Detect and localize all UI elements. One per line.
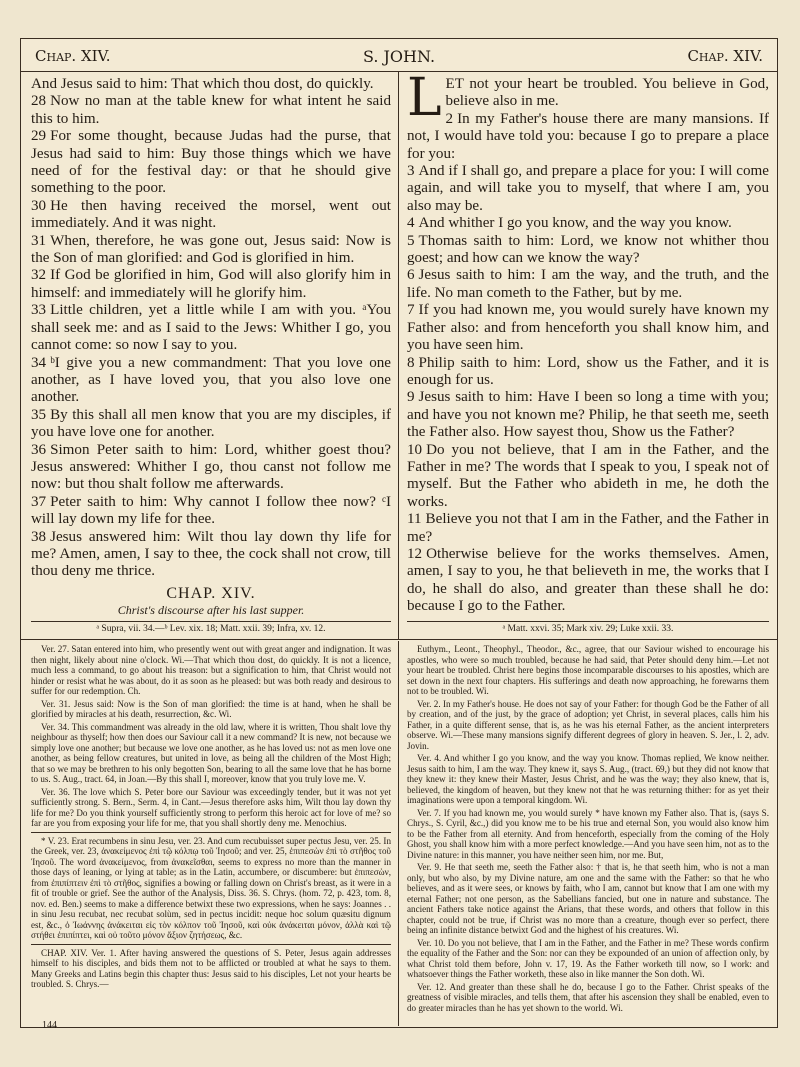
chapter-subtitle: Christ's discourse after his last supper. [117, 603, 305, 618]
verse [407, 511, 769, 546]
commentary-paragraph: Ver. 10. Do you not believe, that I am in the Father, and the Father in me? These words confirm the equality of the Father and the Son: nor can they be expounded of an union of affection only, by what Christ told them before, John v. 17, 19. As the Father worketh till now, so I work: and whatsoever things the Father worketh, these also in like manner the Son doth. Wi. [407, 937, 769, 979]
left-scripture-column [31, 76, 391, 621]
verse-number: 31 [31, 232, 47, 249]
verse-text: Simon Peter saith to him: Lord, whither goest thou? Jesus answered: Whither I go, thou canst not follow me now: but thou shalt follow me afterwards. [31, 441, 391, 493]
verse-number: 37 [31, 493, 47, 510]
verse [407, 233, 769, 268]
verse-number: 38 [31, 528, 47, 545]
verse-text: Believe you not that I am in the Father, and the Father in me? [407, 511, 769, 545]
commentary-paragraph: Ver. 9. He that seeth me, seeth the Father also: † that is, he that seeth him, who is not a man only, but who also, by my Divine nature, am one and the same with the Father: so that he who believes, and as it were sees, or knows by faith, who I am, cannot but know that I am one with my eternal Father; not one person, as the Sabellians fancied, but one in nature and substance. The ancient Fathers take notice against the Arians, that these words, and others that follow in this chapter, could not be true, if Christ was no more than a creature, though ever so perfect, there being an infinite distance betwixt God and the highest of his creatures. Wi. [407, 862, 769, 935]
verse-text: ET not your heart be troubled. You believe in God, believe also in me. [445, 76, 769, 110]
verse-text: If you had known me, you would surely have known my Father also: and from henceforth you shall know him, and you have seen him. [407, 302, 769, 354]
commentary-paragraph: Ver. 31. Jesus said: Now is the Son of man glorified: the time is at hand, when he shall be glorified by miracles at his death, resurrection, &c. Wi. [31, 698, 391, 719]
header-right: Chap. XIV. [687, 47, 763, 65]
verse [407, 442, 769, 512]
commentary-right [407, 644, 769, 1024]
verse [407, 267, 769, 302]
verse [31, 529, 391, 581]
commentary-paragraph: Ver. 7. If you had known me, you would surely * have known my Father also. That is, (says S. Chrys., S. Cyril, &c.,) did you know me to be his true and eternal Son, you would also know him to be the Father from all eternity. And from henceforth, especially from the coming of the Holy Ghost, you shall know him with a more perfect knowledge.—And you have seen him, not as to the Divine nature: in this manner, you have neither seen him, nor me. But, [407, 807, 769, 860]
commentary-separator [31, 832, 391, 833]
verse-text: And Jesus said to him: That which thou dost, do quickly. [31, 76, 374, 92]
verse [407, 163, 769, 215]
commentary-paragraph: * V. 23. Erat recumbens in sinu Jesu, ver. 23. And cum recubuisset super pectus Jesu, ver. 25. In the Greek, ver. 23, ἀνακείμενος ἐπὶ τῷ κόλπῳ τοῦ Ἰησοῦ; and ver. 25, ἐπιπεσὼν ἐπὶ τὸ στῆθος τοῦ Ἰησοῦ. The word ἀνακείμενος, from ἀνακεῖσθαι, seems to express no more than the manner in those days of leaning, or lying at table; as in the Latin, accumbere, or discumbere: but ἐπιπεσὼν, from ἐπιπίπτειν ἐπὶ τὸ στῆθος, signifies a bowing or falling down on Christ's breast, as it were in a fit of trouble or grief. See the author of the Analysis, Diss. 36. S. Chrys. (hom. 72, p. 423, tom. 8, nov. ed. Ben.) seems to make a difference betwixt these two expressions, when he says: Joannes . . in sinu Jesu recubat, nec recubat solùm, sed in pectus incidit: neque hoc solum quæsitu dignum est, &c., ὁ Ἰωάννης ἀνάκειται εἰς τὸν κόλπον τοῦ Ἰησοῦ, καὶ οὐκ ἀνάκειται μόνον, ἀλλὰ καὶ τῷ στήθει ἐπιπίπτει, καὶ οὐ τοῦτο μόνον ἄξιον ζητήσεως, &c. [31, 835, 391, 940]
verse-number: 9 [407, 389, 415, 406]
verse-number: 29 [31, 128, 47, 145]
verse [31, 198, 391, 233]
verse [31, 93, 391, 128]
verse-text: Jesus saith to him: Have I been so long a time with you; and have you not known me? Philip, he that seeth me, seeth the Father also. How sayest thou, Show us the Father? [407, 389, 769, 441]
right-scripture-column [407, 76, 769, 621]
drop-cap: L [407, 76, 442, 128]
verse [31, 233, 391, 268]
verse-number: 34 [31, 354, 47, 371]
verse-text: When, therefore, he was gone out, Jesus said: Now is the Son of man glorified: and God is glorified in him. [31, 232, 391, 267]
verse-text: If God be glorified in him, God will also glorify him in himself: and immediately will he glorify him. [31, 267, 391, 301]
verse-number: 36 [31, 441, 47, 458]
commentary-paragraph: Ver. 12. And greater than these shall he do, because I go to the Father. Christ speaks of the greatness of visible miracles, and tells them, that after his ascension they shall be enabled, even to do greater miracles than he has yet shown to the world. Wi. [407, 981, 769, 1013]
verse [407, 546, 769, 616]
commentary-paragraph: CHAP. XIV. Ver. 1. After having answered the questions of S. Peter, Jesus again addresses himself to his disciples, and bids them not to be afflicted or troubled at what he says to them. Many Greeks and Latins begin this chapter thus: Jesus said to his disciples, Let not your hearts be troubled. S. Chrys.— [31, 947, 391, 989]
verse [407, 76, 769, 111]
commentary-left [31, 644, 391, 1024]
verse-number: 2 [445, 110, 454, 127]
verse [407, 355, 769, 390]
verse-text: Peter saith to him: Why cannot I follow thee now? ᶜI will lay down my life for thee. [31, 493, 391, 528]
column-divider [398, 72, 399, 640]
verse [31, 494, 391, 529]
verse-text: Do you not believe, that I am in the Father, and the Father in me? The words that I speak to you, I speak not of myself. But the Father who abideth in me, he doth the works. [407, 441, 769, 510]
verse-number: 6 [407, 267, 415, 284]
verse [31, 128, 391, 198]
verse [407, 215, 769, 232]
commentary-paragraph: Ver. 36. The love which S. Peter bore our Saviour was exceedingly tender, but it was not yet sufficiently strong. S. Bern., Serm. 4, in Cant.—Jesus therefore asks him, Wilt thou lay down thy life for me? Do you think yourself sufficiently strong to perform this heroic act for love of me? so far are you from exposing your life for me, that you shall shortly deny me. Menochius. [31, 786, 391, 828]
left-verse-list [31, 76, 391, 581]
verse-number: 5 [407, 232, 415, 249]
verse-number: 3 [407, 163, 415, 180]
verse-text: He then having received the morsel, went out immediately. And it was night. [31, 197, 391, 232]
header-title: S. JOHN. [362, 47, 436, 66]
verse-text: In my Father's house there are many mansions. If not, I would have told you: because I go to prepare a place for you: [407, 110, 769, 162]
commentary-paragraph: Ver. 27. Satan entered into him, who presently went out with great anger and indignation. It was then night, likely about nine o'clock. Wi.—That which thou dost, do quickly. It is not a licence, much less a command, to go about his treason: but a signification to him, that Christ would not hinder or resist what he was about, do it as soon as he pleased: but was both ready and desirous to suffer for our redemption. Ch. [31, 644, 391, 696]
chapter-heading: CHAP. XIV. [166, 584, 256, 602]
verse-number: 10 [407, 441, 423, 458]
right-footnote: ᵃ Matt. xxvi. 35; Mark xiv. 29; Luke xxii. 33. [407, 621, 769, 637]
verse-number: 8 [407, 354, 415, 371]
verse-text: Jesus saith to him: I am the way, and the truth, and the life. No man cometh to the Father, but by me. [407, 267, 769, 301]
commentary-rule [21, 639, 777, 640]
verse-text: And if I shall go, and prepare a place for you: I will come again, and will take you to myself, that where I am, you also may be. [407, 163, 769, 214]
verse-number: 11 [407, 511, 422, 528]
commentary-paragraph: Ver. 2. In my Father's house. He does not say of your Father: for though God be the Father of all by creation, and of the just, by the grace of adoption; yet Christ, in several places, calls him his Father, in a quite different sense, that is, as he was his eternal Father, as the ancient interpreters observe. Wi.—These many mansions signify different degrees of glory in heaven. S. Jer., l. 2, adv. Jovin. [407, 698, 769, 751]
verse-text: Little children, yet a little while I am with you. ᵃYou shall seek me: and as I said to the Jews: Whither I go, you cannot come: so now I say to you. [31, 302, 391, 354]
verse-number: 35 [31, 406, 47, 423]
header-left: Chap. XIV. [35, 47, 111, 65]
commentary-paragraph: Ver. 34. This commandment was already in the old law, where it is written, Thou shalt love thy neighbour as thyself; how then does our Saviour call it a new command? It is new, not because we simply love one another; but because we love one another, as he has loved us: not as men love one another, as being fellow creatures, but united in love, as being all the children of the Most High; that so we may be brethren to his only begotten Son, bearing to all the same love that he has borne to us. S. Aug., tract. 64, in Joan.—By this shall I, moreover, know that you truly love me. V. [31, 721, 391, 784]
verse [31, 267, 391, 302]
verse-text: Thomas saith to him: Lord, we know not whither thou goest; and how can we know the way? [407, 232, 769, 267]
page-frame [20, 38, 778, 1028]
verse [407, 302, 769, 354]
commentary-paragraph: Euthym., Leont., Theophyl., Theodor., &c., agree, that our Saviour wished to encourage his apostles, who were so much troubled, because he had said, that Peter should deny him.—Let not your heart be troubled. Christ here begins those incomparable discourses to his apostles, which are set down in the next four chapters. His sufferings and death now approaching, he forewarns them not to be troubled. Wi. [407, 644, 769, 696]
verse-number: 12 [407, 545, 423, 562]
verse-number: 28 [31, 93, 47, 110]
verse-number: 7 [407, 302, 415, 319]
verse-text: By this shall all men know that you are my disciples, if you have love one for another. [31, 406, 391, 441]
commentary-paragraph: Ver. 4. And whither I go you know, and the way you know. Thomas replied, We know neither. Jesus saith to him, I am the way. They knew it, says S. Aug., (tract. 69,) but they did not know that they knew it: they knew their Master, Jesus Christ, and he was the way; they also knew, that is, believed, the kingdom of heaven, but they knew not that he was returning thither: for as yet their imaginations were upon a temporal kingdom. Wi. [407, 753, 769, 805]
verse-number: 33 [31, 302, 47, 319]
verse [31, 76, 391, 93]
left-footnote: ᵃ Supra, vii. 34.—ᵇ Lev. xix. 18; Matt. xxii. 39; Infra, xv. 12. [31, 621, 391, 637]
commentary-separator [31, 944, 391, 945]
verse-text: Philip saith to him: Lord, show us the Father, and it is enough for us. [407, 354, 769, 388]
verse [31, 407, 391, 442]
verse [407, 389, 769, 441]
right-verse-list [407, 76, 769, 616]
verse-text: ᵇI give you a new commandment: That you love one another, as I have loved you, that you also love one another. [31, 354, 391, 406]
verse-number: 30 [31, 197, 47, 214]
page-number: 144 [42, 1020, 57, 1031]
verse-text: And whither I go you know, and the way you know. [418, 215, 732, 232]
verse [31, 302, 391, 354]
verse-text: Jesus answered him: Wilt thou lay down thy life for me? Amen, amen, I say to thee, the cock shall not crow, till thou deny me thrice. [31, 528, 391, 580]
verse-number: 32 [31, 267, 47, 284]
verse [407, 111, 769, 163]
commentary-divider [398, 641, 399, 1026]
verse-text: For some thought, because Judas had the purse, that Jesus had said to him: Buy those things which we have need of for the festival day: or that he should give something to the poor. [31, 128, 391, 197]
running-header [21, 43, 777, 72]
verse [31, 355, 391, 407]
verse-text: Otherwise believe for the works themselves. Amen, amen, I say to you, he that believeth in me, the works that I do, he shall do also, and greater than these shall he do: because I go to the Father. [407, 545, 769, 615]
verse-number: 4 [407, 215, 415, 232]
verse-text: Now no man at the table knew for what intent he said this to him. [31, 93, 391, 127]
verse [31, 442, 391, 494]
